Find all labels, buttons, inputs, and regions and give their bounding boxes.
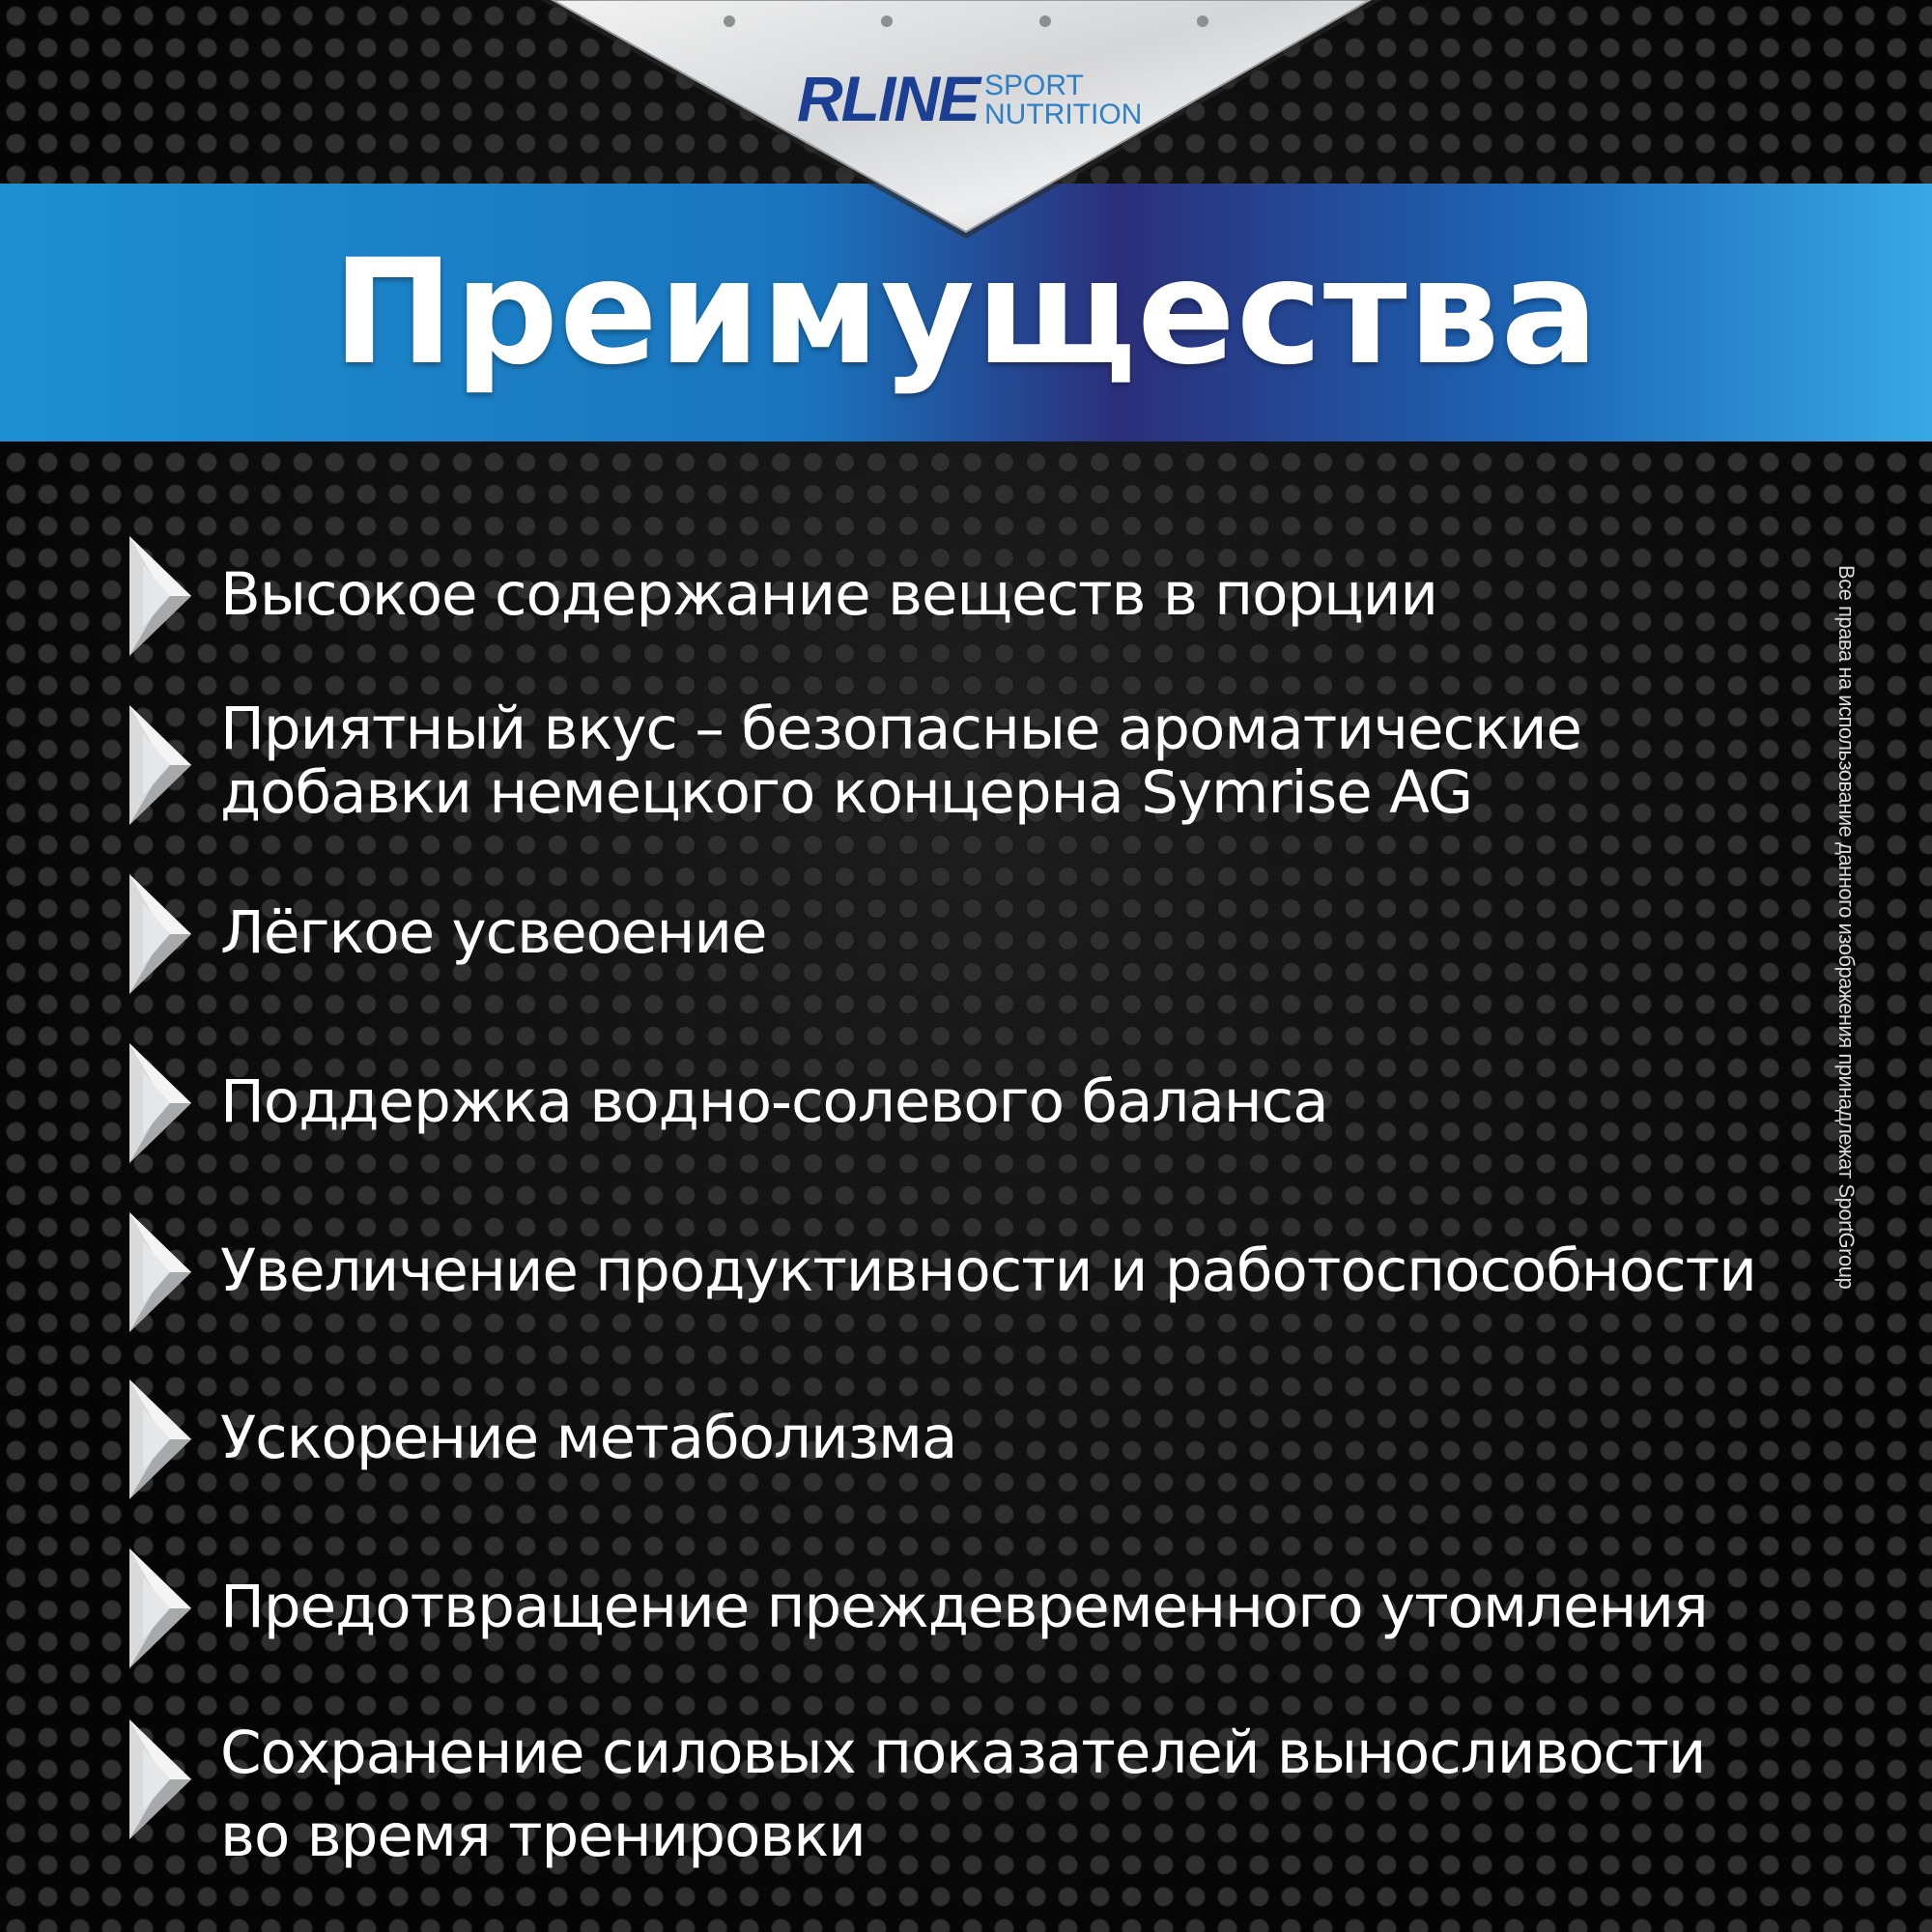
benefit-text: Ускорение метаболизма <box>220 1404 957 1472</box>
logo-wordmark: RLINE <box>797 63 979 134</box>
benefit-text: Увеличение продуктивности и работоспособности <box>220 1236 1756 1305</box>
page-title: Преимущества <box>332 228 1600 397</box>
chevron-right-icon <box>126 536 195 656</box>
chevron-right-icon <box>126 874 195 994</box>
chevron-right-icon <box>126 705 195 825</box>
logo-sub-top: SPORT <box>984 70 1084 101</box>
benefit-text: Сохранение силовых показателей выносливости во время тренировки <box>220 1719 1706 1870</box>
logo-subtitle <box>984 71 1142 129</box>
rivet <box>1197 15 1208 27</box>
copyright-notice: Все права на использование данного изображения принадлежат SportGroup <box>1834 565 1859 1290</box>
chevron-right-icon <box>126 1212 195 1332</box>
chevron-right-icon <box>126 1719 195 1839</box>
benefit-text: Лёгкое усвеоение <box>220 898 767 967</box>
benefit-text: Высокое содержание веществ в порции <box>220 560 1437 629</box>
benefit-text: Предотвращение преждевременного утомления <box>220 1573 1708 1641</box>
chevron-right-icon <box>126 1548 195 1668</box>
rivet <box>881 15 893 27</box>
chevron-right-icon <box>126 1379 195 1499</box>
brand-logo <box>797 60 1145 137</box>
rivet <box>1039 15 1051 27</box>
benefit-text: Приятный вкус – безопасные ароматические добавки немецкого концерна Symrise AG <box>220 695 1582 827</box>
chevron-right-icon <box>126 1043 195 1163</box>
rivet <box>724 15 735 27</box>
benefit-text: Поддержка водно-солевого баланса <box>220 1067 1328 1136</box>
logo-sub-bottom: NUTRITION <box>984 99 1143 130</box>
